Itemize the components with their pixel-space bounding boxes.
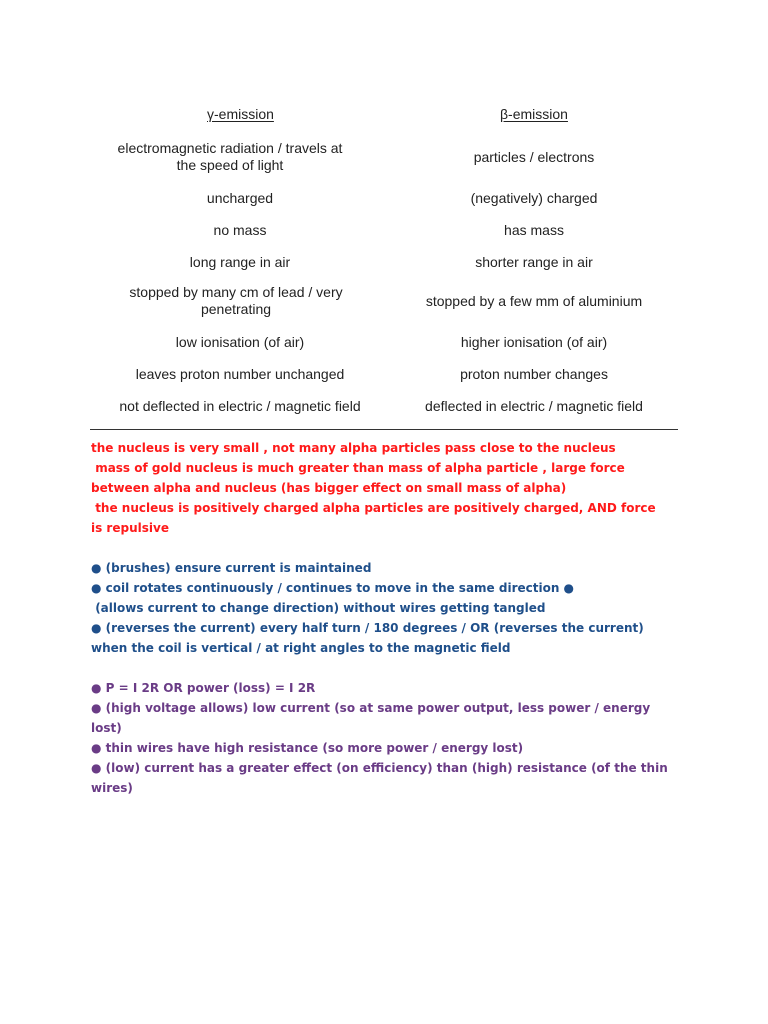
table-row <box>90 396 678 416</box>
beta-cell: (negatively) charged <box>470 189 598 206</box>
answer-line: ● (high voltage allows) low current (so at same power output, less power / energy lost) <box>91 701 651 735</box>
gamma-emission-header: γ-emission <box>207 106 274 122</box>
gamma-cell: long range in air <box>189 253 291 270</box>
gamma-cell: stopped by many cm of lead / very penetrating <box>129 284 343 317</box>
answer-notes <box>91 438 671 798</box>
answer-line: ● coil rotates continuously / continues to move in the same direction ● <box>91 581 575 595</box>
answer-line: ● (brushes) ensure current is maintained <box>91 561 372 575</box>
table-row <box>90 252 678 272</box>
gamma-cell: electromagnetic radiation / travels at the speed of light <box>117 140 343 173</box>
gamma-cell: no mass <box>213 221 267 238</box>
beta-cell: deflected in electric / magnetic field <box>425 397 643 414</box>
spacer <box>91 538 671 558</box>
answer-line: ● (reverses the current) every half turn / 180 degrees / OR (reverses the current) when the coil is vertical / at right angles to the magnetic field <box>91 621 644 655</box>
answer-line: ● thin wires have high resistance (so more power / energy lost) <box>91 741 524 755</box>
gamma-cell: leaves proton number unchanged <box>135 365 345 382</box>
gamma-cell: uncharged <box>206 189 274 206</box>
beta-cell: proton number changes <box>460 365 608 382</box>
table-row <box>90 284 678 318</box>
horizontal-divider <box>90 429 678 430</box>
answer-line: the nucleus is positively charged alpha particles are positively charged, AND force is repulsive <box>91 501 660 535</box>
beta-cell: particles / electrons <box>473 148 595 165</box>
beta-cell: shorter range in air <box>475 253 593 270</box>
rutherford-answers <box>91 438 671 538</box>
answer-line: (allows current to change direction) without wires getting tangled <box>91 601 546 615</box>
beta-cell: stopped by a few mm of aluminium <box>425 292 643 309</box>
gamma-cell: not deflected in electric / magnetic field <box>119 397 361 414</box>
gamma-cell: low ionisation (of air) <box>175 333 305 350</box>
beta-cell: higher ionisation (of air) <box>460 333 608 350</box>
table-row <box>90 188 678 208</box>
table-row <box>90 220 678 240</box>
spacer <box>91 658 671 678</box>
answer-line: mass of gold nucleus is much greater than mass of alpha particle , large force between alpha and nucleus (has bigger effect on small mass of alpha) <box>91 461 629 495</box>
answer-line: ● (low) current has a greater effect (on efficiency) than (high) resistance (of the thin wires) <box>91 761 668 795</box>
power-loss-answers <box>91 678 671 798</box>
table-row <box>90 364 678 384</box>
answer-line: the nucleus is very small , not many alpha particles pass close to the nucleus <box>91 441 616 455</box>
table-row <box>90 332 678 352</box>
beta-cell: has mass <box>504 221 564 238</box>
beta-emission-header: β-emission <box>500 106 568 122</box>
answer-line: ● P = I 2R OR power (loss) = I 2R <box>91 681 316 695</box>
table-row <box>90 140 678 174</box>
commutator-answers <box>91 558 671 658</box>
